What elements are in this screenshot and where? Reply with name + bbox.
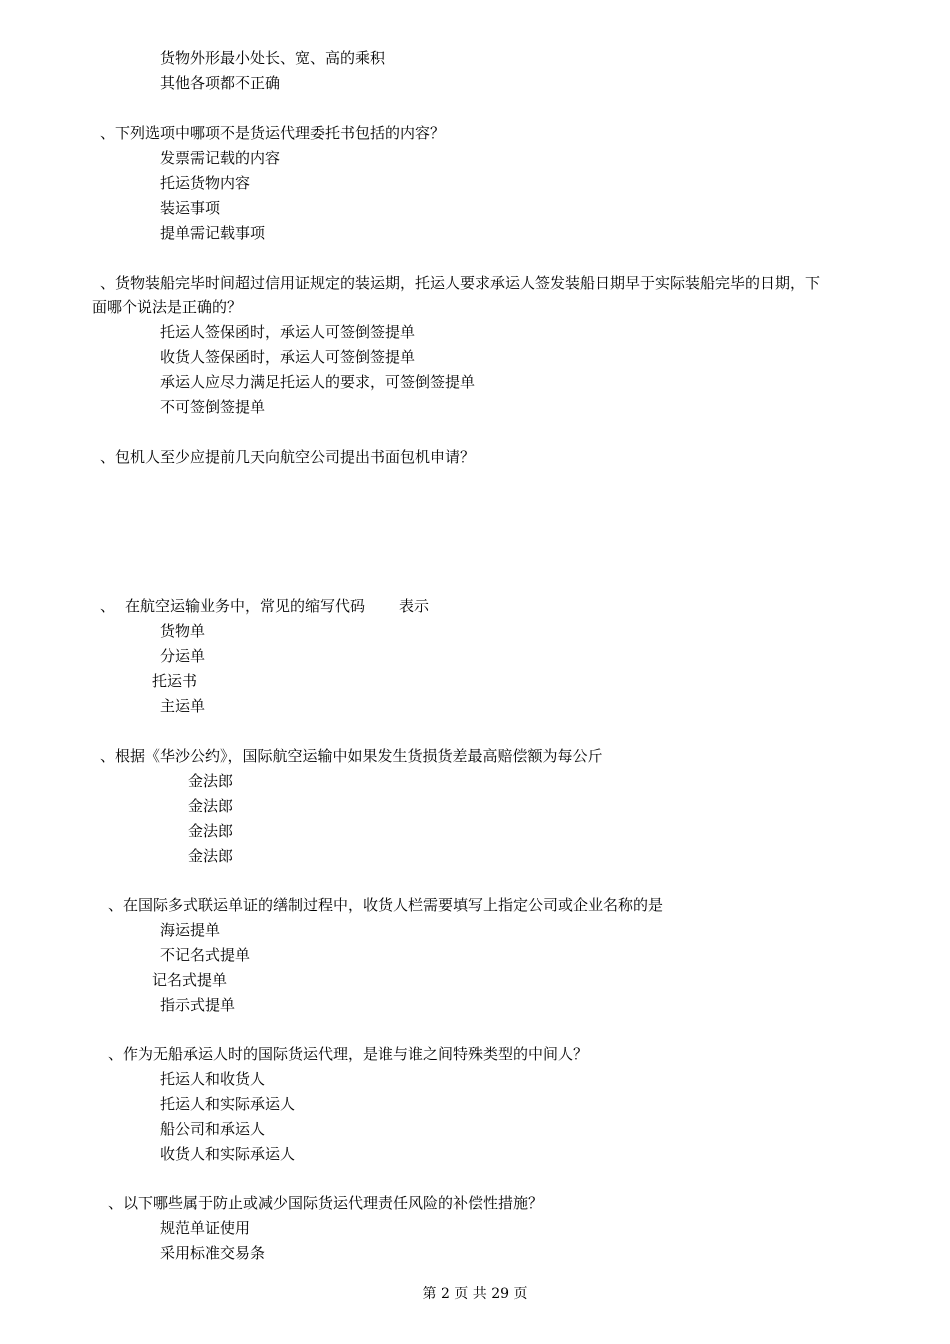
option-text: 记名式提单 [152,971,228,989]
option-text: 主运单 [160,697,206,715]
question-body: 在航空运输业务中，常见的缩写代码 [125,597,366,615]
option-text: 金法郎 [188,822,234,840]
question-prefix: 、 [100,597,116,615]
option-text: 托运书 [152,672,198,690]
option-text: 托运人和收货人 [160,1070,266,1088]
option-text: 金法郎 [188,797,234,815]
option-text: 金法郎 [188,847,234,865]
question-text: 、货物装船完毕时间超过信用证规定的装运期，托运人要求承运人签发装船日期早于实际装船完毕的日期，下 [100,274,821,292]
option-text: 发票需记载的内容 [160,149,281,167]
question-text: 、在国际多式联运单证的缮制过程中，收货人栏需要填写上指定公司或企业名称的是 [108,896,664,914]
option-text: 托运货物内容 [160,174,251,192]
option-text: 船公司和承运人 [160,1120,266,1138]
option-text: 收货人和实际承运人 [160,1145,296,1163]
option-text: 海运提单 [160,921,221,939]
option-text: 收货人签保函时，承运人可签倒签提单 [160,348,416,366]
question-text: 、下列选项中哪项不是货运代理委托书包括的内容？ [100,124,446,142]
option-text: 规范单证使用 [160,1219,251,1237]
option-text: 不可签倒签提单 [160,398,266,416]
question-text: 、包机人至少应提前几天向航空公司提出书面包机申请？ [100,448,476,466]
question-text: 、以下哪些属于防止或减少国际货运代理责任风险的补偿性措施？ [108,1194,544,1212]
option-text: 金法郎 [188,772,234,790]
question-suffix: 表示 [399,597,430,615]
question-text: 、作为无船承运人时的国际货运代理，是谁与谁之间特殊类型的中间人？ [108,1045,589,1063]
question-text: 、根据《华沙公约》，国际航空运输中如果发生货损货差最高赔偿额为每公斤 [100,747,603,765]
question-text-continuation: 面哪个说法是正确的？ [92,298,243,316]
option-text: 货物外形最小处长、宽、高的乘积 [160,49,386,67]
option-text: 托运人和实际承运人 [160,1095,296,1113]
page-number-footer: 第 2 页 共 29 页 [422,1286,528,1302]
option-text: 指示式提单 [160,996,236,1014]
option-text: 装运事项 [160,199,221,217]
option-text: 提单需记载事项 [160,224,266,242]
option-text: 分运单 [160,647,206,665]
question-text [100,596,429,616]
option-text: 不记名式提单 [160,946,251,964]
option-text: 货物单 [160,622,206,640]
option-text: 托运人签保函时，承运人可签倒签提单 [160,323,416,341]
option-text: 其他各项都不正确 [160,74,281,92]
option-text: 承运人应尽力满足托运人的要求，可签倒签提单 [160,373,476,391]
option-text: 采用标准交易条 [160,1244,266,1262]
